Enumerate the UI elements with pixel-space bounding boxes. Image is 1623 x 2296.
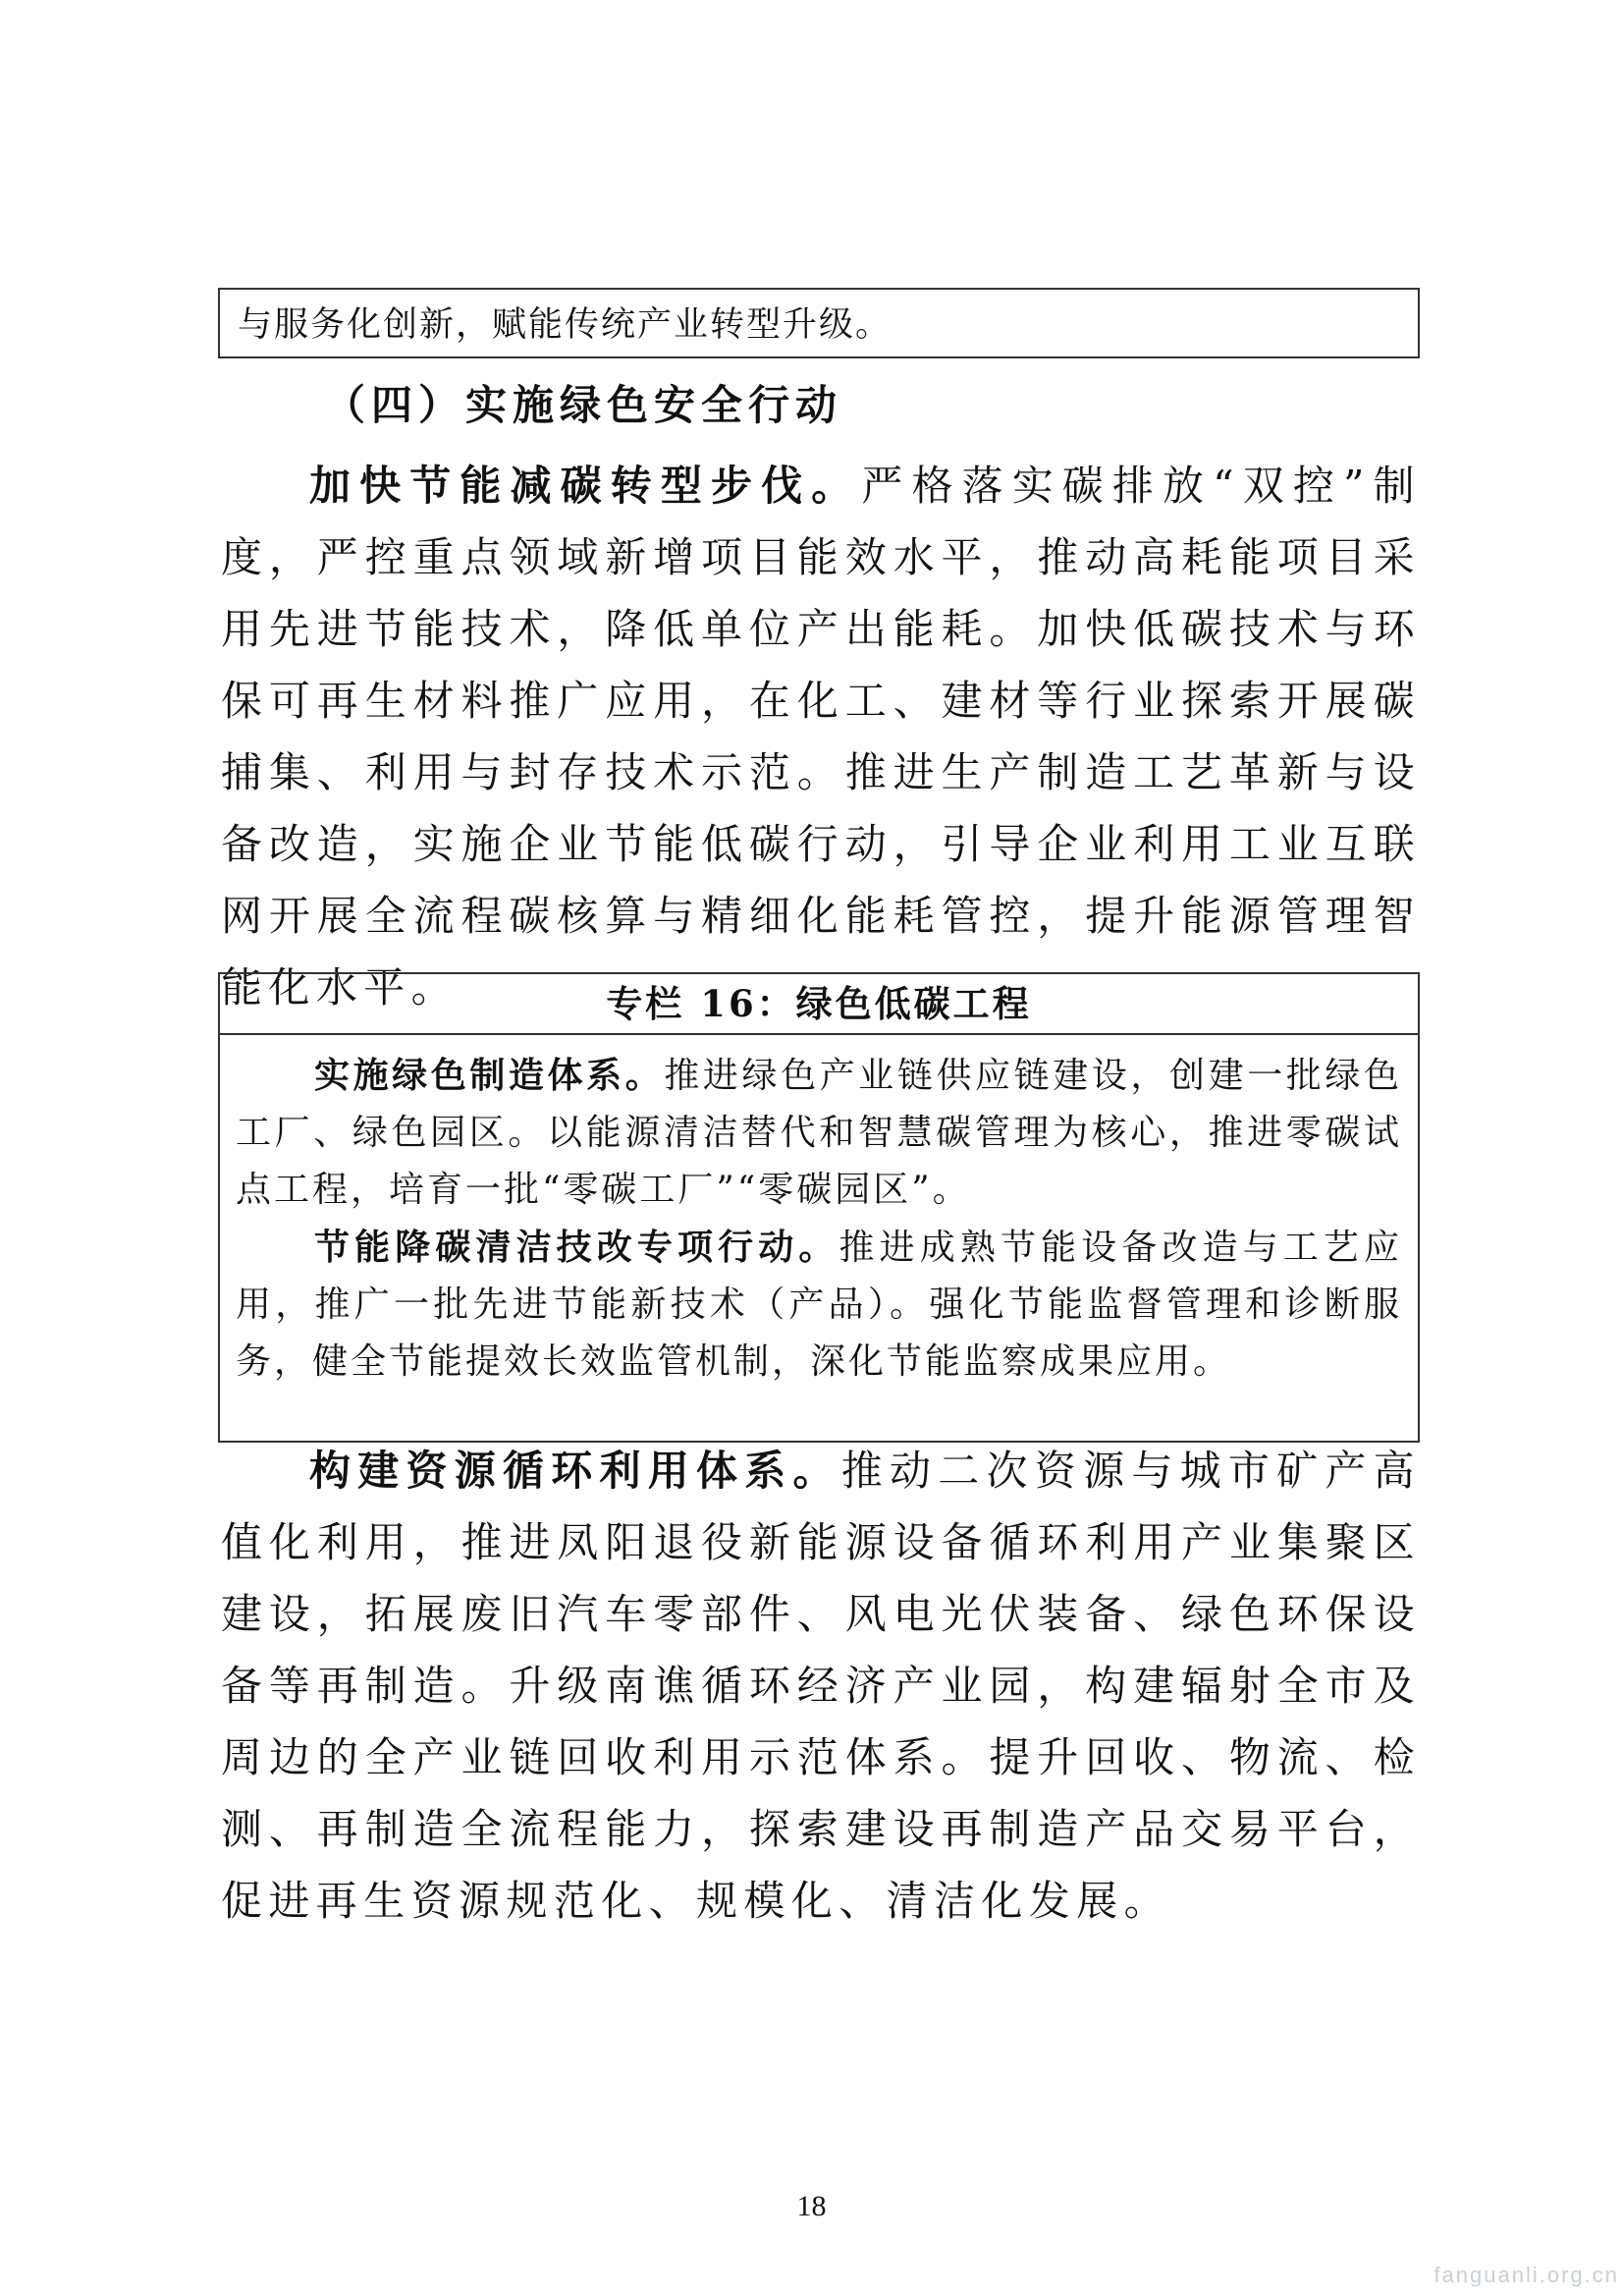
paragraph-body: 推动二次资源与城市矿产高值化利用，推进凤阳退役新能源设备循环利用产业集聚区建设，拓展废旧汽车零部件、风电光伏装备、绿色环保设备等再制造。升级南谯循环经济产业园，构建辐射全市及周边的全产业链回收利用示范体系。提升回收、物流、检测、再制造全流程能力，探索建设再制造产品交易平台，促进再生资源规范化、规模化、清洁化发展。 (221, 1447, 1421, 1925)
paragraph-energy-saving (221, 450, 1421, 1023)
column-item-lead: 实施绿色制造体系。 (314, 1055, 665, 1096)
carryover-text-box (218, 288, 1420, 358)
column-item (220, 1219, 1418, 1391)
column-item-lead: 节能降碳清洁技改专项行动。 (314, 1227, 839, 1268)
column-title: 专栏 16：绿色低碳工程 (220, 974, 1418, 1035)
page-number: 18 (796, 2190, 827, 2222)
watermark: fanguanli.org.cn (1434, 2263, 1619, 2287)
column-box-green-low-carbon (218, 972, 1420, 1443)
column-item (220, 1047, 1418, 1219)
column-item-body: 推进绿色产业链供应链建设，创建一批绿色工厂、绿色园区。以能源清洁替代和智慧碳管理为核心，推进零碳试点工程，培育一批“零碳工厂”“零碳园区”。 (236, 1056, 1402, 1210)
paragraph-resource-recycling (221, 1435, 1421, 1937)
paragraph-lead: 构建资源循环利用体系。 (309, 1447, 841, 1495)
carryover-text: 与服务化创新，赋能传统产业转型升级。 (238, 305, 893, 345)
section-heading: （四）实施绿色安全行动 (324, 381, 843, 429)
paragraph-lead: 加快节能减碳转型步伐。 (309, 462, 862, 510)
paragraph-body: 严格落实碳排放“双控”制度，严控重点领域新增项目能效水平，推动高耗能项目采用先进节能技术，降低单位产出能耗。加快低碳技术与环保可再生材料推广应用，在化工、建材等行业探索开展碳捕集、利用与封存技术示范。推进生产制造工艺革新与设备改造，实施企业节能低碳行动，引导企业利用工业互联网开展全流程碳核算与精细化能耗管控，提升能源管理智能化水平。 (221, 462, 1421, 1011)
column-item-body: 推进成熟节能设备改造与工艺应用，推广一批先进节能新技术（产品）。强化节能监督管理和诊断服务，健全节能提效长效监管机制，深化节能监察成果应用。 (236, 1228, 1402, 1382)
